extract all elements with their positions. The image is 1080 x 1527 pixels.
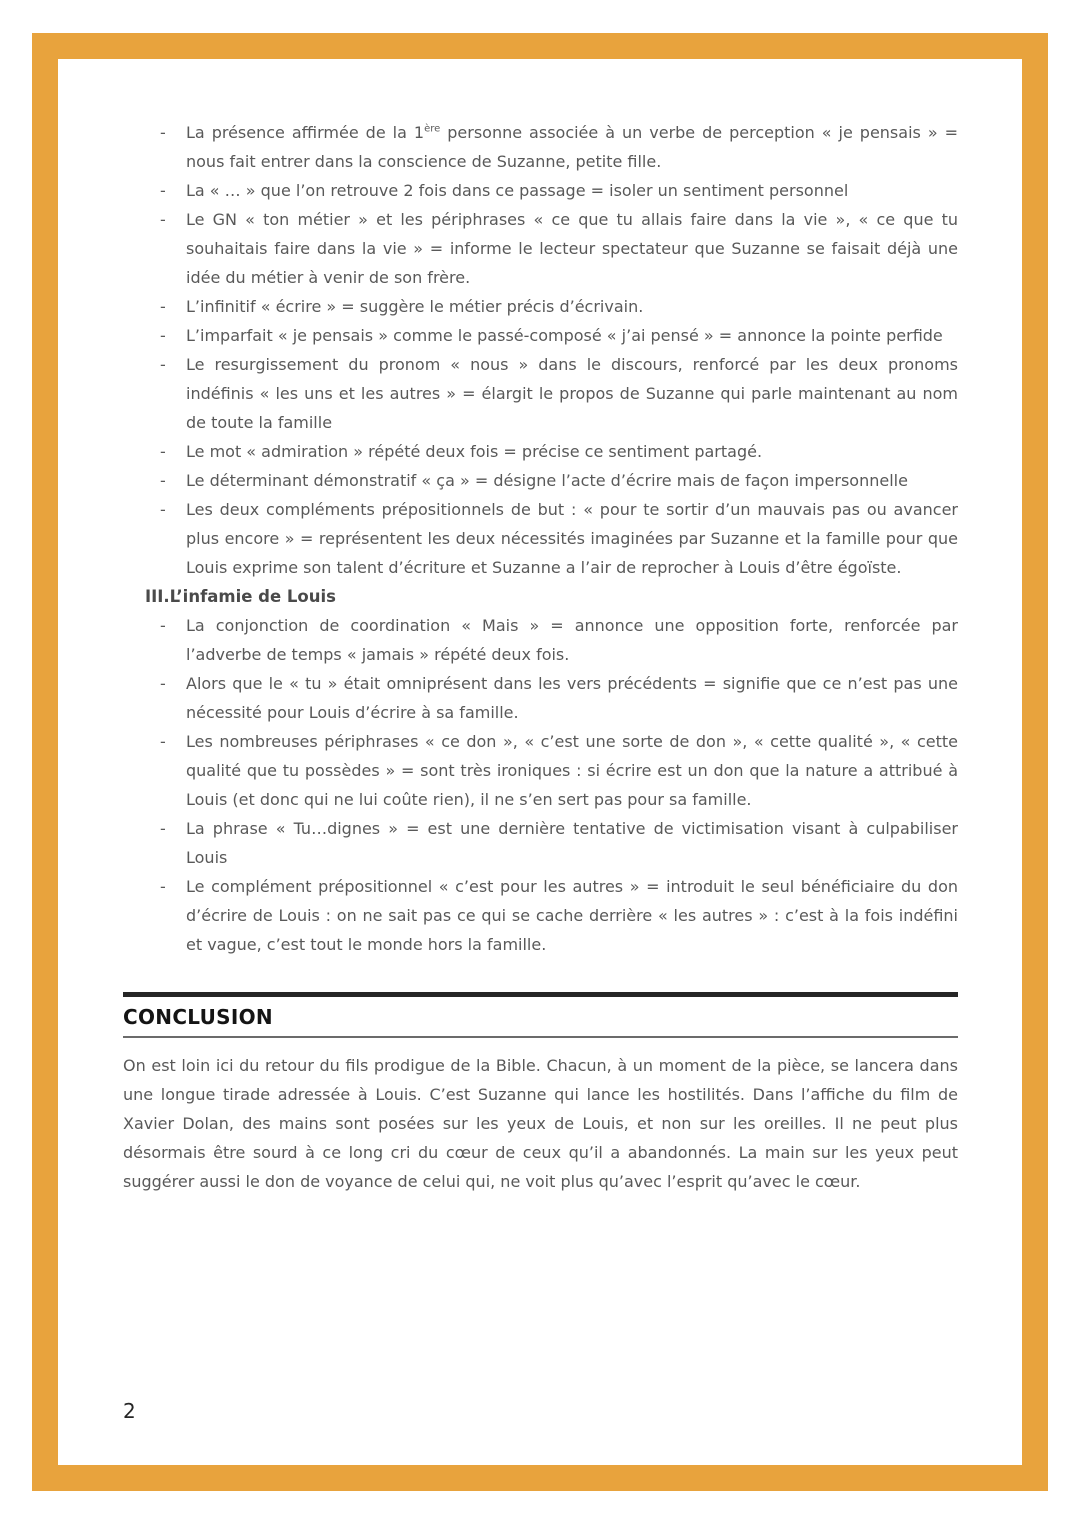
analysis-list-infamie xyxy=(123,611,958,959)
bullet-dash: - xyxy=(160,181,166,200)
list-item-text: L’infinitif « écrire » = suggère le métier précis d’écrivain. xyxy=(186,297,644,316)
list-item xyxy=(160,611,958,669)
list-item-text: Alors que le « tu » était omniprésent dans les vers précédents = signifie que ce n’est pas une nécessité pour Louis d’écrire à sa famille. xyxy=(186,674,958,722)
list-item xyxy=(160,495,958,582)
section-heading-infamie-de-louis: III.L’infamie de Louis xyxy=(145,587,336,606)
list-item xyxy=(160,727,958,814)
page-content xyxy=(58,59,1022,1465)
bullet-dash: - xyxy=(160,674,166,693)
bullet-dash: - xyxy=(160,616,166,635)
bullet-dash: - xyxy=(160,297,166,316)
list-item xyxy=(160,176,958,205)
list-item xyxy=(160,118,958,176)
bullet-dash: - xyxy=(160,442,166,461)
page-number: 2 xyxy=(123,1399,136,1423)
conclusion-top-rule xyxy=(123,992,958,997)
page-border xyxy=(32,33,1048,1491)
bullet-dash: - xyxy=(160,877,166,896)
list-item-text: Le mot « admiration » répété deux fois = précise ce sentiment partagé. xyxy=(186,442,763,461)
bullet-dash: - xyxy=(160,500,166,519)
bullet-dash: - xyxy=(160,326,166,345)
bullet-dash: - xyxy=(160,819,166,838)
list-item-text: La « … » que l’on retrouve 2 fois dans ce passage = isoler un sentiment personnel xyxy=(186,181,849,200)
bullet-dash: - xyxy=(160,210,166,229)
list-item xyxy=(160,466,958,495)
conclusion-section xyxy=(123,992,958,1196)
list-item-text: La phrase « Tu…dignes » = est une dernière tentative de victimisation visant à culpabiliser Louis xyxy=(186,819,958,867)
bullet-dash: - xyxy=(160,355,166,374)
conclusion-bottom-rule xyxy=(123,1036,958,1038)
list-item-text: Le complément prépositionnel « c’est pour les autres » = introduit le seul bénéficiaire du don d’écrire de Louis : on ne sait pas ce qui se cache derrière « les autres » : c’est à la fois indéfini et vague, c’est tout le monde hors la famille. xyxy=(186,877,958,954)
list-item xyxy=(160,669,958,727)
conclusion-title: CONCLUSION xyxy=(123,1005,273,1029)
list-item xyxy=(160,872,958,959)
list-item-text: La présence affirmée de la 1ère personne associée à un verbe de perception « je pensais » = nous fait entrer dans la conscience de Suzanne, petite fille. xyxy=(186,123,958,171)
list-item-text: Les nombreuses périphrases « ce don », « c’est une sorte de don », « cette qualité », « cette qualité que tu possèdes » = sont très ironiques : si écrire est un don que la nature a attribué à Louis (et donc qui ne lui coûte rien), il ne s’en sert pas pour sa famille. xyxy=(186,732,958,809)
list-item-text: Le GN « ton métier » et les périphrases « ce que tu allais faire dans la vie », « ce que tu souhaitais faire dans la vie » = informe le lecteur spectateur que Suzanne se faisait déjà une idée du métier à venir de son frère. xyxy=(186,210,958,287)
list-item-text: La conjonction de coordination « Mais » = annonce une opposition forte, renforcée par l’adverbe de temps « jamais » répété deux fois. xyxy=(186,616,958,664)
conclusion-paragraph: On est loin ici du retour du fils prodigue de la Bible. Chacun, à un moment de la pièce, se lancera dans une longue tirade adressée à Louis. C’est Suzanne qui lance les hostilités. Dans l’affiche du film de Xavier Dolan, des mains sont posées sur les yeux de Louis, et non sur les oreilles. Il ne peut plus désormais être sourd à ce long cri du cœur de ceux qu’il a abandonnés. La main sur les yeux peut suggérer aussi le don de voyance de celui qui, ne voit plus qu’avec l’esprit qu’avec le cœur. xyxy=(123,1056,958,1191)
list-item-text: Le déterminant démonstratif « ça » = désigne l’acte d’écrire mais de façon impersonnelle xyxy=(186,471,908,490)
bullet-dash: - xyxy=(160,732,166,751)
list-item xyxy=(160,205,958,292)
list-item-text: Les deux compléments prépositionnels de but : « pour te sortir d’un mauvais pas ou avancer plus encore » = représentent les deux nécessités imaginées par Suzanne et la famille pour que Louis exprime son talent d’écriture et Suzanne a l’air de reprocher à Louis d’être égoïste. xyxy=(186,500,958,577)
list-item xyxy=(160,437,958,466)
list-item xyxy=(160,814,958,872)
analysis-list-top xyxy=(123,118,958,582)
bullet-dash: - xyxy=(160,123,166,142)
list-item-text: L’imparfait « je pensais » comme le passé-composé « j’ai pensé » = annonce la pointe perfide xyxy=(186,326,943,345)
list-item xyxy=(160,292,958,321)
list-item-text: Le resurgissement du pronom « nous » dans le discours, renforcé par les deux pronoms indéfinis « les uns et les autres » = élargit le propos de Suzanne qui parle maintenant au nom de toute la famille xyxy=(186,355,958,432)
list-item xyxy=(160,350,958,437)
bullet-dash: - xyxy=(160,471,166,490)
list-item xyxy=(160,321,958,350)
ordinal-superscript: ère xyxy=(424,123,441,135)
